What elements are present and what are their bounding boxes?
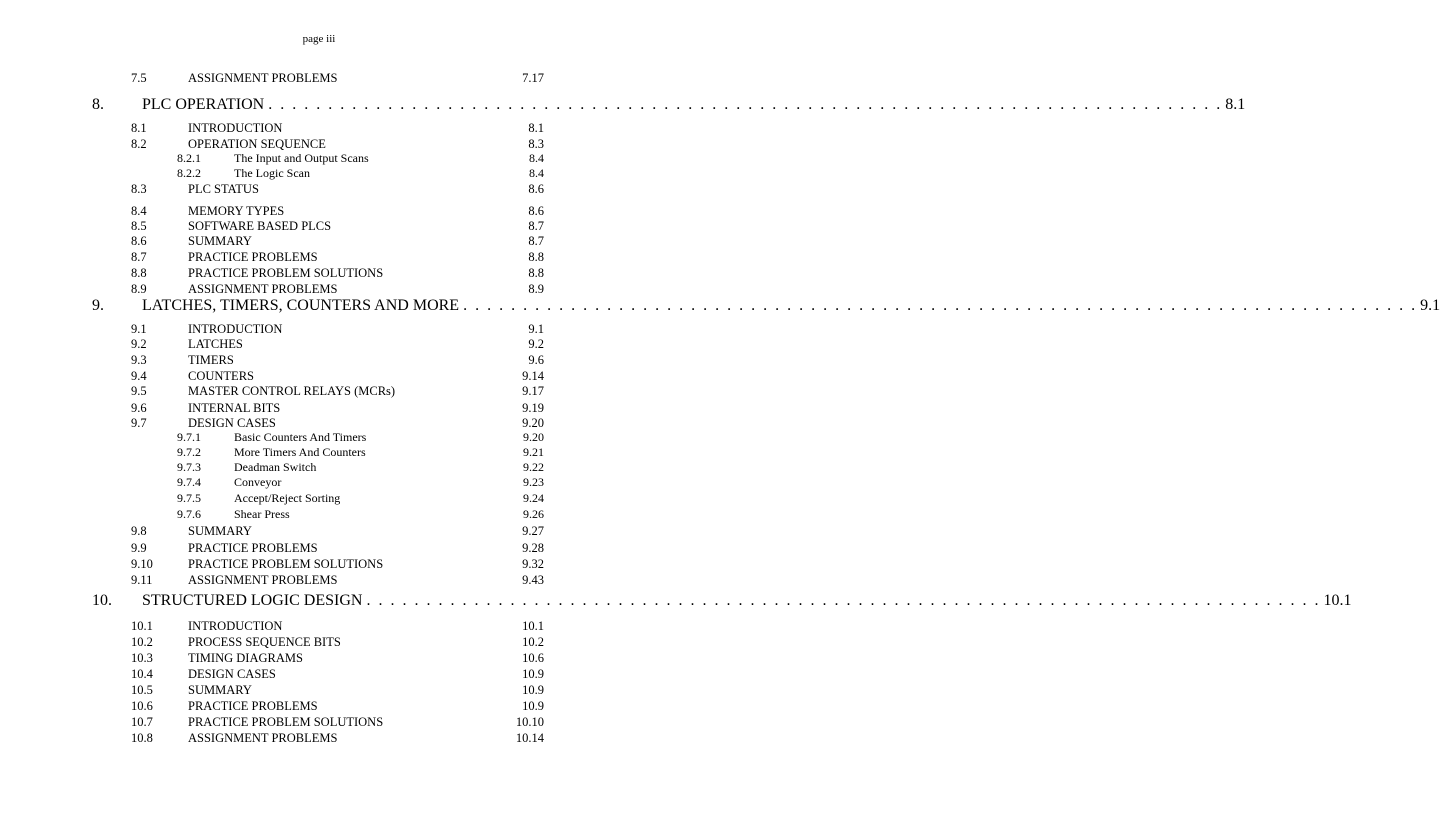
toc-section[interactable] <box>131 136 544 152</box>
toc-page-number: 8.3 <box>528 137 544 151</box>
toc-section[interactable] <box>131 618 544 634</box>
toc-number: 9.5 <box>131 384 147 398</box>
toc-page-number: 8.4 <box>529 151 544 165</box>
toc-number: 10.7 <box>131 715 153 729</box>
toc-number: 9.6 <box>131 401 147 415</box>
toc-title: PLC STATUS <box>188 182 259 196</box>
toc-page-number: 10.2 <box>522 635 544 649</box>
toc-chapter[interactable] <box>92 591 1352 611</box>
toc-title: PRACTICE PROBLEMS <box>188 250 318 264</box>
toc-number: 9.7.2 <box>177 445 201 459</box>
toc-number: 10.1 <box>131 619 153 633</box>
toc-page-number: 9.21 <box>523 445 544 459</box>
toc-chapter[interactable] <box>92 296 1440 316</box>
toc-number: 9.4 <box>131 369 147 383</box>
toc-number: 9.7.5 <box>177 491 201 505</box>
toc-title: PROCESS SEQUENCE BITS <box>188 635 341 649</box>
toc-page-number: 10.9 <box>522 667 544 681</box>
toc-number: 8.2 <box>131 137 147 151</box>
toc-number: 8.4 <box>131 204 147 218</box>
toc-number: 9.7.1 <box>177 430 201 444</box>
toc-page-number: 9.23 <box>523 475 544 489</box>
toc-page-number: 9.2 <box>528 337 544 351</box>
toc-page-number: 8.1 <box>1225 96 1246 113</box>
toc-number: 9.10 <box>131 557 153 571</box>
toc-title: TIMERS <box>188 353 234 367</box>
toc-section[interactable] <box>131 336 544 352</box>
toc-title: MASTER CONTROL RELAYS (MCRs) <box>188 384 396 398</box>
toc-section[interactable] <box>131 70 544 86</box>
toc-title: DESIGN CASES <box>188 667 276 681</box>
toc-number: 9.3 <box>131 353 147 367</box>
toc-section[interactable] <box>131 218 544 234</box>
toc-page-number: 8.8 <box>528 266 544 280</box>
toc-page-number: 7.17 <box>522 71 544 85</box>
toc-page-number: 9.14 <box>522 369 544 383</box>
toc-subsection[interactable] <box>177 445 544 460</box>
toc-section[interactable] <box>131 714 544 730</box>
toc-title: The Input and Output Scans <box>234 151 369 165</box>
toc-page-number: 9.1 <box>528 322 544 336</box>
toc-number: 10.5 <box>131 683 153 697</box>
toc-title: PRACTICE PROBLEM SOLUTIONS <box>188 266 384 280</box>
toc-number: 9.11 <box>131 573 153 587</box>
toc-page-number: 9.20 <box>523 430 544 444</box>
toc-title: SUMMARY <box>188 683 252 697</box>
toc-leader-dots: . . . . . . . . . . . . . . . . . . . . . . . . . . . . . . . . . . . . . . . . . . . . . . . . . . . . . . . . . . . . . . . . . . . . . . . . . . . . . . . . <box>463 297 1418 314</box>
toc-number: 8.8 <box>131 266 147 280</box>
toc-page-number: 8.7 <box>528 234 544 248</box>
toc-title: DESIGN CASES <box>188 416 276 430</box>
toc-page-number: 10.9 <box>522 683 544 697</box>
toc-section[interactable] <box>131 730 544 746</box>
toc-number: 9.8 <box>131 524 147 538</box>
toc-section[interactable] <box>131 383 544 399</box>
toc-title: PRACTICE PROBLEMS <box>188 541 318 555</box>
toc-page-number: 8.7 <box>528 219 544 233</box>
toc-title: ASSIGNMENT PROBLEMS <box>188 282 338 296</box>
toc-title: ASSIGNMENT PROBLEMS <box>188 731 338 745</box>
toc-title: PRACTICE PROBLEM SOLUTIONS <box>188 557 384 571</box>
toc-page-number: 9.17 <box>522 384 544 398</box>
toc-page-number: 10.1 <box>522 619 544 633</box>
toc-title: LATCHES, TIMERS, COUNTERS AND MORE <box>142 297 460 314</box>
toc-title: Deadman Switch <box>234 460 317 474</box>
toc-title: Conveyor <box>234 475 282 489</box>
toc-number: 8.2.1 <box>177 151 201 165</box>
toc-title: ASSIGNMENT PROBLEMS <box>188 573 338 587</box>
toc-title: ASSIGNMENT PROBLEMS <box>188 71 338 85</box>
toc-number: 8.2.2 <box>177 166 201 180</box>
toc-title: Shear Press <box>234 507 290 521</box>
toc-section[interactable] <box>131 634 544 650</box>
toc-chapter[interactable] <box>92 95 1246 115</box>
toc-number: 9.7.4 <box>177 475 201 489</box>
toc-page-number: 8.6 <box>528 182 544 196</box>
toc-number: 10.6 <box>131 699 153 713</box>
toc-section[interactable] <box>131 352 544 368</box>
toc-subsection[interactable] <box>177 491 544 506</box>
toc-section[interactable] <box>131 181 544 197</box>
toc-number: 8.5 <box>131 219 147 233</box>
toc-page-number: 9.26 <box>523 507 544 521</box>
toc-page-number: 8.8 <box>528 250 544 264</box>
toc-number: 10. <box>92 592 112 609</box>
toc-title: SUMMARY <box>188 234 252 248</box>
toc-subsection[interactable] <box>177 151 544 166</box>
toc-section[interactable] <box>131 400 544 416</box>
toc-title: More Timers And Counters <box>234 445 366 459</box>
toc-page-number: 8.9 <box>528 282 544 296</box>
toc-title: TIMING DIAGRAMS <box>188 651 303 665</box>
toc-number: 7.5 <box>131 71 147 85</box>
toc-section[interactable] <box>131 682 544 698</box>
toc-number: 9.7.6 <box>177 507 201 521</box>
toc-section[interactable] <box>131 540 544 556</box>
toc-subsection[interactable] <box>177 430 544 445</box>
toc-section[interactable] <box>131 368 544 384</box>
toc-page-number: 9.28 <box>522 541 544 555</box>
toc-number: 8.6 <box>131 234 147 248</box>
toc-page-number: 9.19 <box>522 401 544 415</box>
toc-number: 10.8 <box>131 731 153 745</box>
toc-title: INTRODUCTION <box>188 322 283 336</box>
toc-number: 8.3 <box>131 182 147 196</box>
toc-title: LATCHES <box>188 337 243 351</box>
toc-title: The Logic Scan <box>234 166 310 180</box>
toc-number: 10.4 <box>131 667 153 681</box>
toc-page-number: 10.10 <box>515 715 544 729</box>
toc-section[interactable] <box>131 249 544 265</box>
toc-section[interactable] <box>131 650 544 666</box>
toc-page-number: 9.43 <box>522 573 544 587</box>
toc-page-number: 9.1 <box>1420 297 1440 314</box>
toc-title: MEMORY TYPES <box>188 204 285 218</box>
toc-number: 9.7.3 <box>177 460 201 474</box>
toc-title: SUMMARY <box>188 524 252 538</box>
toc-number: 8.7 <box>131 250 147 264</box>
toc-page-number: 9.27 <box>522 524 544 538</box>
toc-section[interactable] <box>131 572 544 588</box>
toc-section[interactable] <box>131 666 544 682</box>
toc-number: 10.2 <box>131 635 153 649</box>
toc-leader-dots: . . . . . . . . . . . . . . . . . . . . . . . . . . . . . . . . . . . . . . . . . . . . . . . . . . . . . . . . . . . . . . . . . . . . . . . . . . . . . . . . <box>268 96 1223 113</box>
toc-section[interactable] <box>131 556 544 572</box>
toc-section[interactable] <box>131 233 544 249</box>
toc-title: INTRODUCTION <box>188 619 283 633</box>
toc-page-number: 9.20 <box>522 416 544 430</box>
toc-section[interactable] <box>131 698 544 714</box>
toc-title: INTRODUCTION <box>188 121 283 135</box>
toc-subsection[interactable] <box>177 475 544 490</box>
toc-page-number: 10.9 <box>522 699 544 713</box>
toc-title: COUNTERS <box>188 369 254 383</box>
toc-title: INTERNAL BITS <box>188 401 281 415</box>
toc-title: Basic Counters And Timers <box>234 430 367 444</box>
toc-section[interactable] <box>131 523 544 539</box>
toc-title: SOFTWARE BASED PLCS <box>188 219 332 233</box>
toc-subsection[interactable] <box>177 166 544 181</box>
toc-title: PRACTICE PROBLEMS <box>188 699 318 713</box>
toc-number: 9.9 <box>131 541 147 555</box>
toc-title: STRUCTURED LOGIC DESIGN <box>142 592 363 609</box>
toc-title: PLC OPERATION <box>142 96 265 113</box>
toc-number: 9.7 <box>131 416 147 430</box>
toc-page-number: 9.24 <box>523 491 544 505</box>
toc-page-number: 9.6 <box>528 353 544 367</box>
toc-section[interactable] <box>131 203 544 219</box>
toc-section[interactable] <box>131 281 544 297</box>
toc-number: 8. <box>92 96 104 113</box>
toc-title: Accept/Reject Sorting <box>234 491 341 505</box>
toc-leader-dots: . . . . . . . . . . . . . . . . . . . . . . . . . . . . . . . . . . . . . . . . . . . . . . . . . . . . . . . . . . . . . . . . . . . . . . . . . . . . . . . . <box>366 592 1321 609</box>
toc-title: OPERATION SEQUENCE <box>188 137 326 151</box>
toc-page-number: 10.14 <box>515 731 544 745</box>
toc-page-number: 8.4 <box>529 166 544 180</box>
toc-page-number: 10.6 <box>522 651 544 665</box>
toc-section[interactable] <box>131 321 544 337</box>
toc-section[interactable] <box>131 265 544 281</box>
page-header: page iii <box>302 33 336 45</box>
toc-section[interactable] <box>131 120 544 136</box>
toc-subsection[interactable] <box>177 507 544 522</box>
toc-number: 8.9 <box>131 282 147 296</box>
toc-page-number: 9.32 <box>522 557 544 571</box>
toc-page-number: 8.1 <box>528 121 544 135</box>
toc-title: PRACTICE PROBLEM SOLUTIONS <box>188 715 384 729</box>
toc-page-number: 10.1 <box>1323 592 1352 609</box>
toc-subsection[interactable] <box>177 460 544 475</box>
toc-page-number: 8.6 <box>528 204 544 218</box>
toc-number: 9. <box>92 297 104 314</box>
toc-page-number: 9.22 <box>523 460 544 474</box>
toc-number: 8.1 <box>131 121 147 135</box>
toc-section[interactable] <box>131 415 544 431</box>
toc-number: 9.2 <box>131 337 147 351</box>
toc-number: 9.1 <box>131 322 147 336</box>
toc-number: 10.3 <box>131 651 153 665</box>
